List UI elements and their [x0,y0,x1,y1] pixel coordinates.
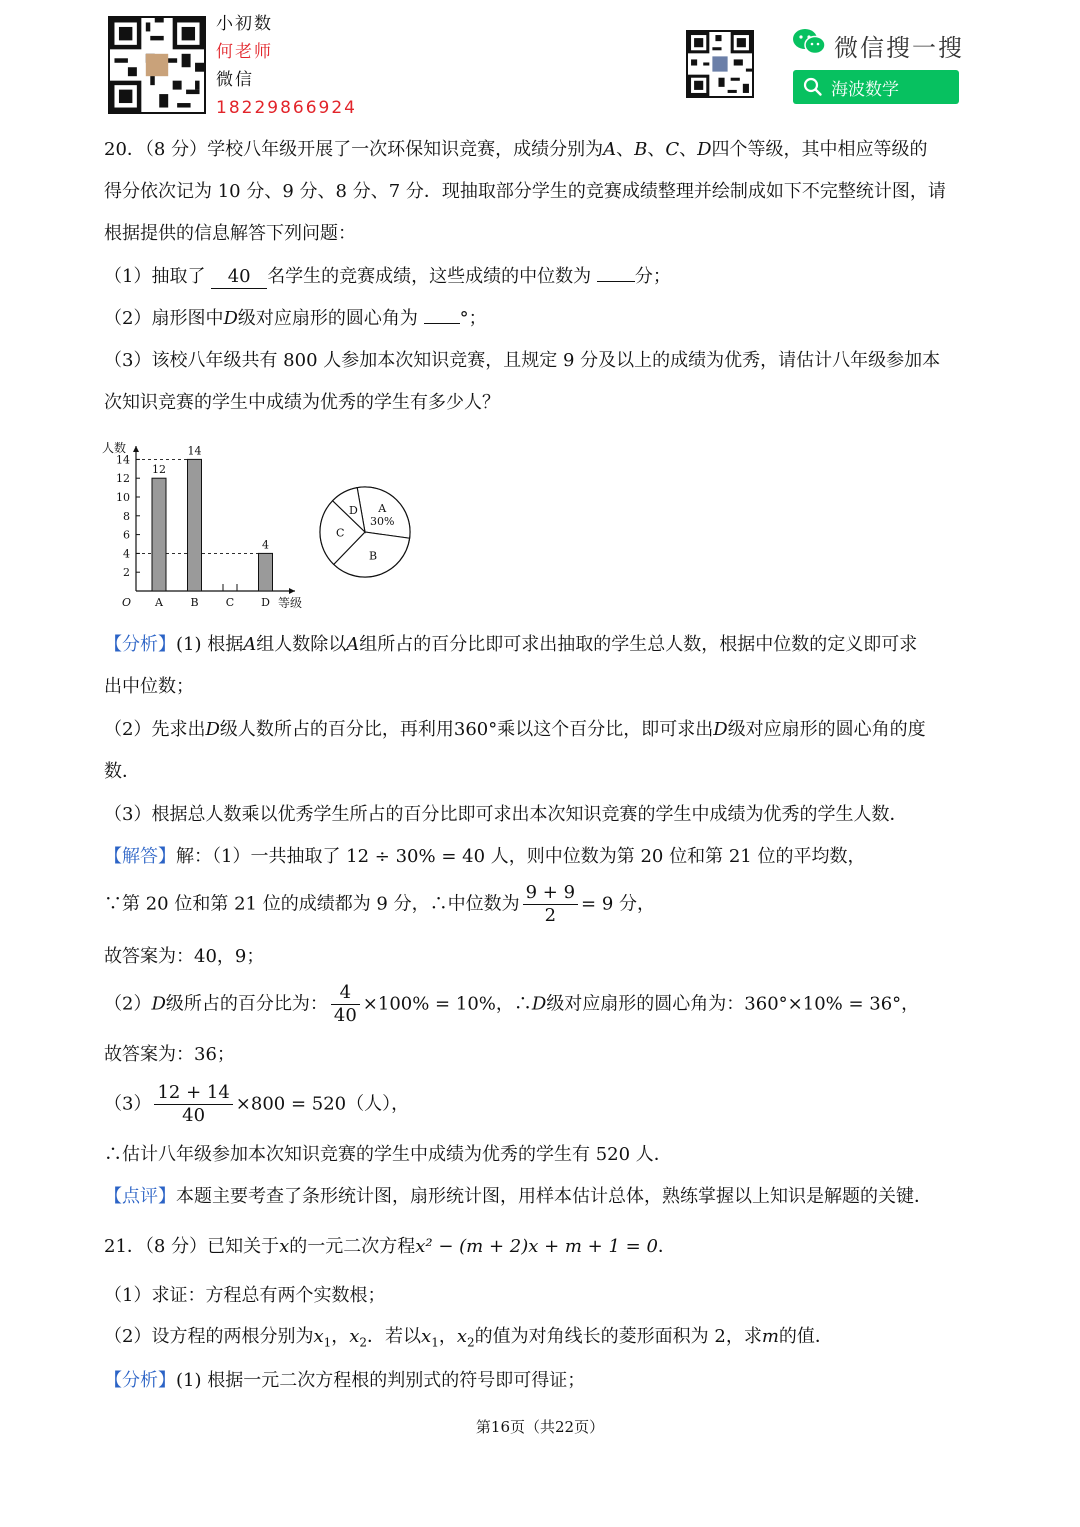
solution-line-3: 故答案为：40，9； [104,946,265,967]
analysis-line-2: 出中位数； [104,676,194,697]
qr-code-icon [686,30,754,98]
contact-line: 何老师 [216,42,273,62]
answer-blank: 40 [211,266,267,289]
contact-line: 18229866924 [216,98,357,118]
solution-line-7: ∴估计八年级参加本次知识竞赛的学生中成绩为优秀的学生有 520 人． [104,1144,672,1165]
y-tick-label: 10 [116,491,130,504]
x-axis-arrow [289,588,295,594]
contact-block [216,10,357,122]
x-tick-label: C [225,596,235,609]
solution-line-2: ∵第 20 位和第 21 位的成绩都为 9 分，∴中位数为 $\frac{9 + 9}{2}$ = 9 分， [104,882,656,926]
wechat-search-title: 微信搜一搜 [834,34,964,62]
data-label: 4 [262,538,269,552]
bar-B [188,459,202,591]
x-tick-label: A [155,596,163,609]
pie-label: A [378,502,387,516]
data-label: 12 [152,463,166,477]
q20-stem-line-3: 根据提供的信息解答下列问题： [104,223,356,244]
solution-line-5: 故答案为：36； [104,1044,235,1065]
x-axis-label: 等级 [278,596,303,610]
answer-blank [424,323,460,324]
q20-part-3-line-1: （3）该校八年级共有 800 人参加本次知识竞赛，且规定 9 分及以上的成绩为优秀，请估计八年级参加本 [104,350,941,371]
pie-label: D [348,504,358,518]
y-tick-label: 6 [123,528,130,542]
q20-part-1: （1）抽取了 40 名学生的竞赛成绩，这些成绩的中位数为 分； [104,266,671,287]
y-tick-label: 4 [123,547,130,561]
fraction: $\frac{4}{40}$ [331,982,360,1027]
x-tick-label: D [261,596,270,609]
pie-label: C [336,526,345,540]
solution-line-4: （2）D级所占的百分比为： $\frac{4}{40}$ ×100% = 10%，∴D级对应扇形的圆心角为：360°×10% = 36°， [104,982,920,1026]
y-axis-label: 人数 [102,441,127,455]
pie-label: B [369,549,378,563]
y-tick-label: 14 [116,453,130,467]
bar-chart [100,436,320,616]
analysis-tag: 【分析】 [104,1370,176,1391]
bar-A [152,478,166,591]
q20-part-2: （2）扇形图中D级对应扇形的圆心角为 °； [104,308,487,329]
comment-line: 【点评】本题主要考查了条形统计图，扇形统计图，用样本估计总体，熟练掌握以上知识是解题的关键． [104,1186,932,1207]
y-tick-label: 8 [123,509,130,523]
q21-part-2: （2）设方程的两根分别为$x_1$，$x_2$．若以$x_1$，$x_2$的值为对角线长的菱形面积为 2，求m的值． [104,1326,833,1350]
q20-stem-line-1: 20．（8 分）学校八年级开展了一次环保知识竞赛，成绩分别为A、B、C、D四个等级，其中相应等级的 [104,139,928,160]
wechat-search-button-label: 海波数学 [831,79,899,100]
bar-D [259,553,273,591]
q21-part-1: （1）求证：方程总有两个实数根； [104,1285,386,1306]
y-axis-arrow [133,446,139,452]
pie-percent-label: 30% [369,515,395,529]
solution-tag: 【解答】 [104,846,176,867]
analysis-line-3: （2）先求出D级人数所占的百分比，再利用360°乘以这个百分比，即可求出D级对应扇形的圆心角的度 [104,719,926,740]
q20-part-3-line-2: 次知识竞赛的学生中成绩为优秀的学生有多少人？ [104,392,500,413]
q21-analysis: 【分析】(1) 根据一元二次方程根的判别式的符号即可得证； [104,1370,586,1391]
fraction: $\frac{9 + 9}{2}$ [523,882,578,927]
qr-code-icon [108,16,206,114]
analysis-line-1: 【分析】(1) 根据A组人数除以A组所占的百分比即可求出抽取的学生总人数，根据中位数的定义即可求 [104,634,918,655]
search-icon [803,77,823,97]
analysis-tag: 【分析】 [104,634,176,655]
x-tick-label: B [190,596,199,609]
data-label: 14 [187,444,202,458]
q20-stem-line-2: 得分依次记为 10 分、9 分、8 分、7 分．现抽取部分学生的竞赛成绩整理并绘制成如下不完整统计图，请 [104,181,946,202]
analysis-line-5: （3）根据总人数乘以优秀学生所占的百分比即可求出本次知识竞赛的学生中成绩为优秀的学生人数． [104,804,908,825]
answer-blank [597,281,635,282]
comment-tag: 【点评】 [104,1186,176,1207]
fraction: $\frac{12 + 14}{40}$ [154,1082,232,1127]
solution-line-1: 【解答】解：（1）一共抽取了 12 ÷ 30% = 40 人，则中位数为第 20 位和第 21 位的平均数， [104,846,866,867]
contact-line: 微信 [216,70,254,90]
analysis-line-4: 数． [104,761,140,782]
wechat-icon [792,28,826,56]
wechat-search-button[interactable] [793,70,959,104]
origin-label: O [122,596,132,609]
contact-line: 小初数 [216,14,273,34]
y-tick-label: 2 [123,566,130,580]
page-footer: 第16页（共22页） [475,1418,605,1436]
pie-chart [315,482,415,582]
q21-stem: 21．（8 分）已知关于x的一元二次方程x² − (m + 2)x + m + 1 = 0． [104,1236,676,1257]
solution-line-6: （3） $\frac{12 + 14}{40}$ ×800 = 520（人）， [104,1082,410,1126]
y-tick-label: 12 [116,472,130,486]
